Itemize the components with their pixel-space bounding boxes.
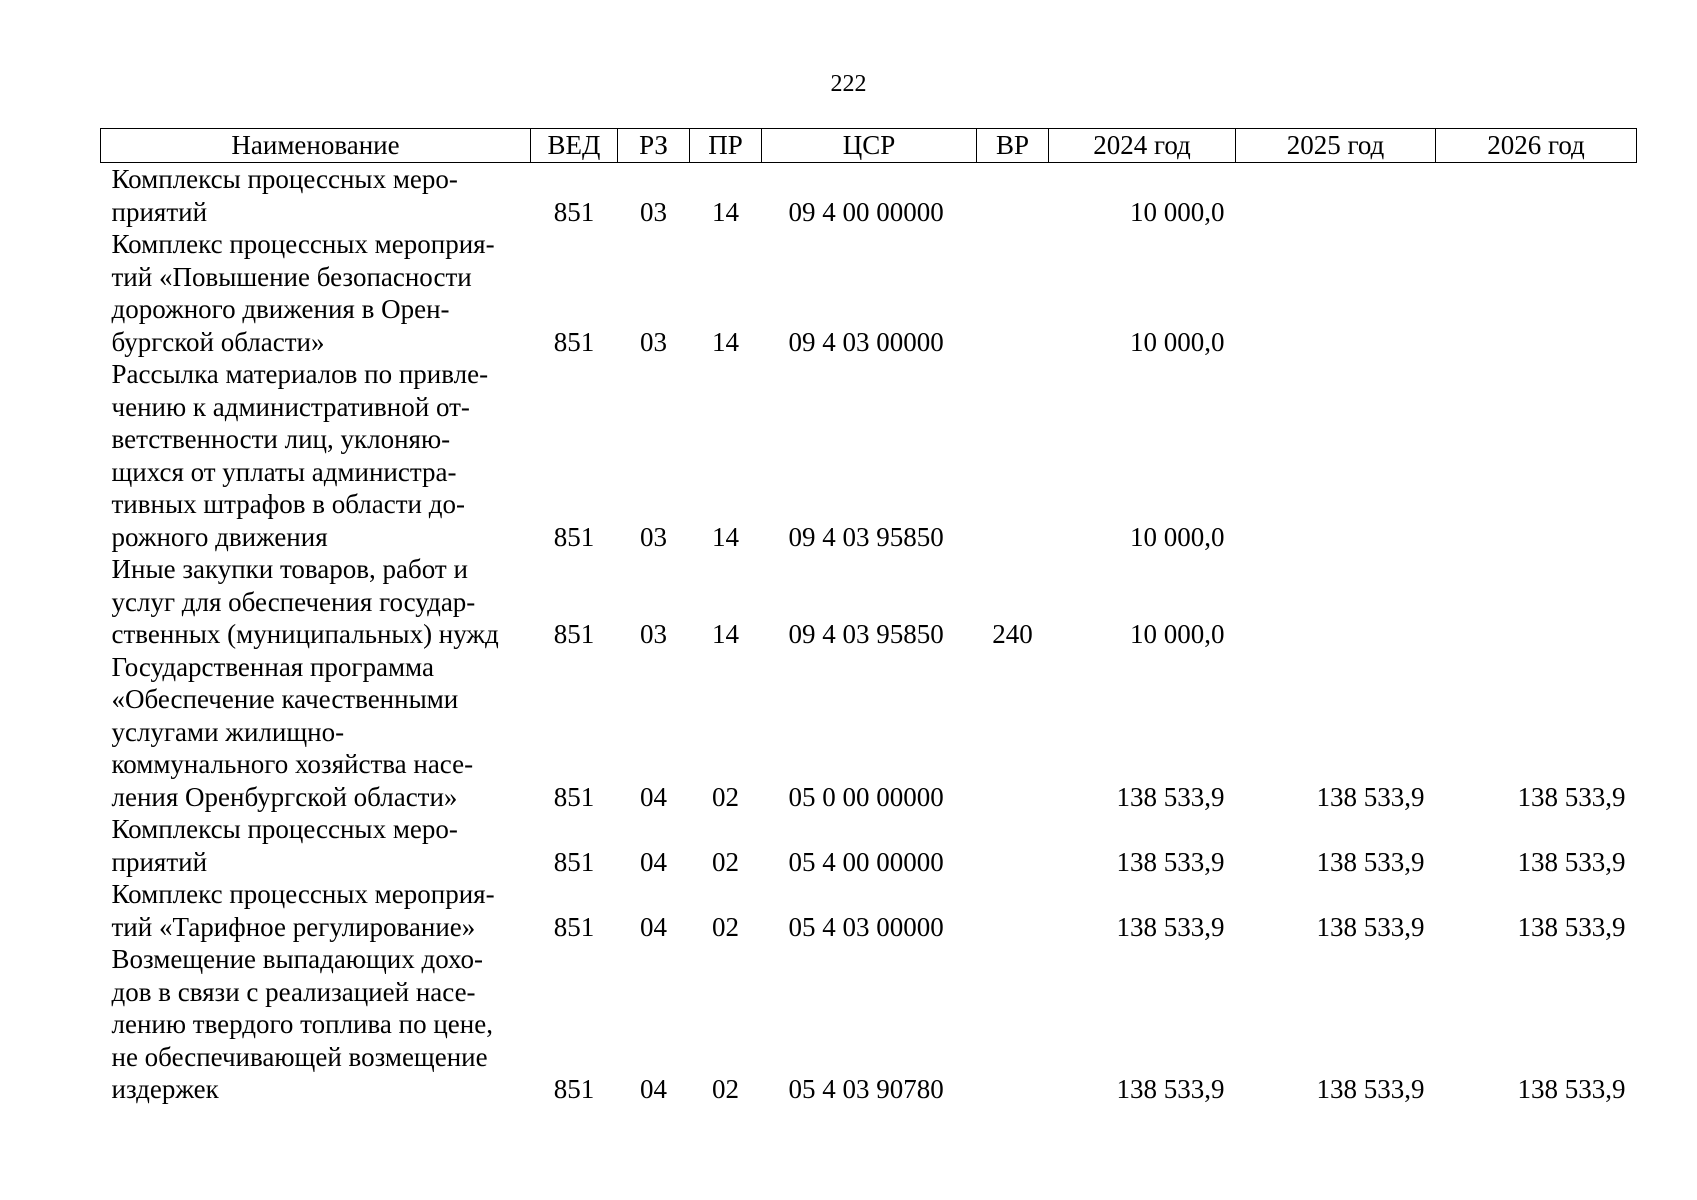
cell-2026 xyxy=(1436,358,1637,553)
cell-name xyxy=(101,553,531,651)
cell-pr: 14 xyxy=(712,326,739,357)
cell-ved: 851 xyxy=(553,619,595,649)
cell-name-line: тий «Повышение безопасности xyxy=(111,261,472,292)
cell-2024: 138 533,9 xyxy=(1116,1074,1225,1104)
cell-name-line: издержек xyxy=(111,1074,219,1104)
cell-csr: 09 4 03 95850 xyxy=(788,521,944,552)
header-2026: 2026 год xyxy=(1436,129,1637,163)
cell-ved: 851 xyxy=(553,781,595,812)
cell-2026: 138 533,9 xyxy=(1517,846,1626,877)
cell-name-line: «Обеспечение качественными xyxy=(111,684,459,714)
cell-name-line: Государственная программа xyxy=(111,651,434,682)
cell-2026 xyxy=(1436,553,1637,651)
cell-name-line: Иные закупки товаров, работ и xyxy=(111,554,468,584)
cell-vr xyxy=(977,943,1049,1106)
cell-rz: 03 xyxy=(640,196,667,227)
cell-2025 xyxy=(1236,553,1436,651)
cell-csr: 05 0 00 00000 xyxy=(788,781,944,812)
table-row xyxy=(101,358,1637,553)
cell-name-line: Возмещение выпадающих дохо- xyxy=(111,944,484,974)
cell-name-line: ления Оренбургской области» xyxy=(111,781,458,812)
cell-name-line: тивных штрафов в области до- xyxy=(111,489,465,519)
cell-rz: 04 xyxy=(640,1074,667,1104)
cell-ved: 851 xyxy=(553,1074,595,1104)
cell-name-line: Комплекс процессных мероприя- xyxy=(111,879,495,909)
cell-2025 xyxy=(1236,358,1436,553)
cell-rz: 03 xyxy=(640,326,667,357)
cell-name-line: ветственности лиц, уклоняю- xyxy=(111,424,451,454)
table-row xyxy=(101,163,1637,229)
cell-rz: 04 xyxy=(640,846,667,877)
cell-2024: 10 000,0 xyxy=(1130,196,1225,227)
cell-name-line: приятий xyxy=(111,196,208,227)
cell-name xyxy=(101,813,531,878)
cell-ved: 851 xyxy=(553,846,595,877)
table-row xyxy=(101,553,1637,651)
cell-ved: 851 xyxy=(553,911,595,942)
cell-2025: 138 533,9 xyxy=(1316,911,1425,942)
cell-name-line: приятий xyxy=(111,846,208,877)
cell-name-line: коммунального хозяйства насе- xyxy=(111,749,474,779)
cell-csr: 09 4 00 00000 xyxy=(788,196,944,227)
cell-rz: 03 xyxy=(640,619,667,649)
cell-2026 xyxy=(1436,228,1637,358)
cell-vr xyxy=(977,163,1049,229)
cell-2025 xyxy=(1236,228,1436,358)
cell-vr xyxy=(977,358,1049,553)
cell-2024: 138 533,9 xyxy=(1116,911,1225,942)
cell-name xyxy=(101,163,531,229)
cell-name-line: дорожного движения в Орен- xyxy=(111,294,450,324)
cell-rz: 03 xyxy=(640,521,667,552)
cell-name-line: не обеспечивающей возмещение xyxy=(111,1041,488,1072)
cell-name-line: лению твердого топлива по цене, xyxy=(111,1009,493,1039)
cell-pr: 02 xyxy=(712,781,739,812)
header-csr: ЦСР xyxy=(762,129,977,163)
cell-name-line: дов в связи с реализацией насе- xyxy=(111,976,476,1007)
cell-name xyxy=(101,878,531,943)
cell-ved: 851 xyxy=(553,196,595,227)
cell-csr: 05 4 03 90780 xyxy=(788,1074,944,1104)
cell-name-line: Комплекс процессных мероприя- xyxy=(111,229,495,259)
cell-2025: 138 533,9 xyxy=(1316,781,1425,812)
cell-pr: 14 xyxy=(712,619,739,649)
header-pr: ПР xyxy=(690,129,762,163)
cell-pr: 14 xyxy=(712,521,739,552)
cell-2026: 138 533,9 xyxy=(1517,781,1626,812)
header-rz: РЗ xyxy=(618,129,690,163)
cell-ved: 851 xyxy=(553,326,595,357)
header-2024: 2024 год xyxy=(1049,129,1236,163)
cell-rz: 04 xyxy=(640,911,667,942)
table-row xyxy=(101,943,1637,1106)
cell-pr: 02 xyxy=(712,1074,739,1104)
cell-vr xyxy=(977,651,1049,814)
cell-pr: 02 xyxy=(712,911,739,942)
cell-csr: 09 4 03 95850 xyxy=(788,619,944,649)
cell-2024: 138 533,9 xyxy=(1116,846,1225,877)
cell-2024: 138 533,9 xyxy=(1116,781,1225,812)
cell-pr: 02 xyxy=(712,846,739,877)
cell-name-line: чению к административной от- xyxy=(111,391,470,422)
header-ved: ВЕД xyxy=(531,129,618,163)
cell-2025: 138 533,9 xyxy=(1316,846,1425,877)
cell-name xyxy=(101,228,531,358)
table-header xyxy=(101,129,1637,163)
cell-2024: 10 000,0 xyxy=(1130,619,1225,649)
cell-2025: 138 533,9 xyxy=(1316,1074,1425,1104)
cell-2026: 138 533,9 xyxy=(1517,911,1626,942)
cell-vr xyxy=(977,813,1049,878)
cell-2026: 138 533,9 xyxy=(1517,1074,1626,1104)
cell-name xyxy=(101,651,531,814)
cell-csr: 09 4 03 00000 xyxy=(788,326,944,357)
page-number: 222 xyxy=(830,71,867,97)
cell-2024: 10 000,0 xyxy=(1130,521,1225,552)
cell-vr xyxy=(977,228,1049,358)
cell-name xyxy=(101,358,531,553)
header-2025: 2025 год xyxy=(1236,129,1436,163)
cell-csr: 05 4 03 00000 xyxy=(788,911,944,942)
header-vr: ВР xyxy=(977,129,1049,163)
cell-name-line: Комплексы процессных меро- xyxy=(111,164,458,194)
cell-2025 xyxy=(1236,163,1436,229)
table-row xyxy=(101,813,1637,878)
header-row xyxy=(101,129,1637,163)
cell-name-line: рожного движения xyxy=(111,521,328,552)
cell-name-line: Комплексы процессных меро- xyxy=(111,814,458,844)
budget-table xyxy=(100,128,1637,1106)
table-row xyxy=(101,228,1637,358)
cell-csr: 05 4 00 00000 xyxy=(788,846,944,877)
cell-2026 xyxy=(1436,163,1637,229)
table-body xyxy=(101,163,1637,1106)
cell-vr xyxy=(977,878,1049,943)
cell-name xyxy=(101,943,531,1106)
cell-ved: 851 xyxy=(553,521,595,552)
table-row xyxy=(101,651,1637,814)
cell-vr: 240 xyxy=(992,619,1033,649)
cell-name-line: Рассылка материалов по привле- xyxy=(111,359,489,389)
cell-name-line: щихся от уплаты администра- xyxy=(111,456,457,487)
cell-pr: 14 xyxy=(712,196,739,227)
cell-name-line: бургской области» xyxy=(111,326,325,357)
cell-name-line: тий «Тарифное регулирование» xyxy=(111,911,476,942)
cell-name-line: услуг для обеспечения государ- xyxy=(111,586,476,617)
cell-name-line: ственных (муниципальных) нужд xyxy=(111,619,499,649)
table-row xyxy=(101,878,1637,943)
cell-2024: 10 000,0 xyxy=(1130,326,1225,357)
header-name: Наименование xyxy=(101,129,531,163)
cell-name-line: услугами жилищно- xyxy=(111,716,345,747)
cell-rz: 04 xyxy=(640,781,667,812)
